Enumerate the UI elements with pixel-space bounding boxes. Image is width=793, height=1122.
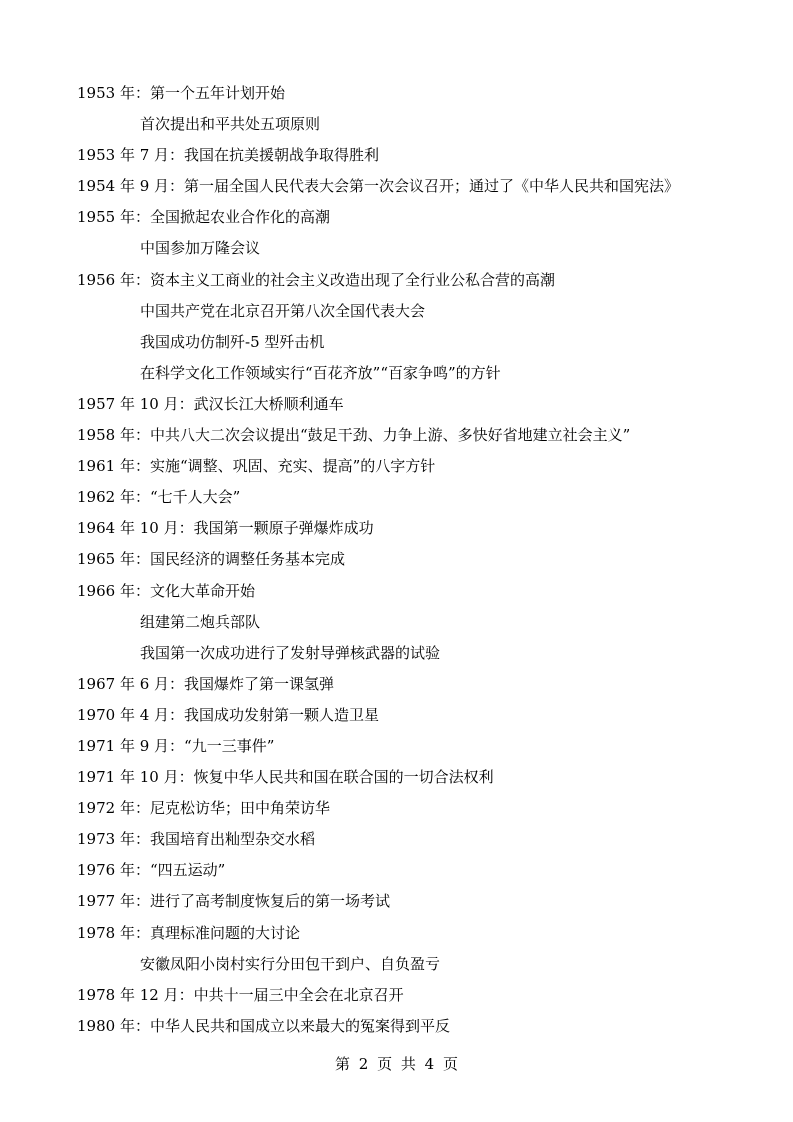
timeline-entry: 1973 年：我国培育出籼型杂交水稻 (77, 830, 315, 849)
timeline-subentry: 我国第一次成功进行了发射导弹核武器的试验 (140, 643, 441, 662)
timeline-entry: 1953 年 7 月：我国在抗美援朝战争取得胜利 (77, 146, 380, 165)
timeline-entry: 1966 年：文化大革命开始 (77, 581, 255, 600)
timeline-entry: 1956 年：资本主义工商业的社会主义改造出现了全行业公私合营的高潮 (77, 270, 555, 289)
timeline-entry: 1958 年：中共八大二次会议提出“鼓足干劲、力争上游、多快好省地建立社会主义” (77, 426, 631, 445)
timeline-entry: 1955 年：全国掀起农业合作化的高潮 (77, 208, 330, 227)
timeline-entry: 1953 年：第一个五年计划开始 (77, 84, 285, 102)
timeline-entry: 1976 年：“四五运动” (77, 861, 226, 880)
timeline-subentry: 我国成功仿制歼-5 型歼击机 (140, 332, 325, 351)
timeline-entry: 1961 年：实施“调整、巩固、充实、提高”的八字方针 (77, 457, 436, 476)
timeline-entry: 1954 年 9 月：第一届全国人民代表大会第一次会议召开；通过了《中华人民共和国宪法》 (77, 177, 680, 196)
timeline-entry: 1971 年 9 月：“九一三事件” (77, 736, 275, 755)
timeline-entry: 1972 年：尼克松访华；田中角荣访华 (77, 799, 330, 818)
timeline-subentry: 安徽凤阳小岗村实行分田包干到户、自负盈亏 (140, 954, 441, 973)
timeline-entry: 1964 年 10 月：我国第一颗原子弹爆炸成功 (77, 519, 374, 538)
timeline-entry: 1957 年 10 月：武汉长江大桥顺利通车 (77, 394, 344, 413)
timeline-subentry: 在科学文化工作领域实行“百花齐放”“百家争鸣”的方针 (140, 363, 501, 382)
timeline-entry: 1971 年 10 月：恢复中华人民共和国在联合国的一切合法权利 (77, 768, 494, 787)
timeline-entry: 1978 年：真理标准问题的大讨论 (77, 923, 300, 942)
timeline-subentry: 中国参加万隆会议 (140, 239, 261, 258)
timeline-subentry: 首次提出和平共处五项原则 (140, 115, 321, 134)
timeline-entry: 1970 年 4 月：我国成功发射第一颗人造卫星 (77, 705, 380, 724)
timeline-entry: 1980 年：中华人民共和国成立以来最大的冤案得到平反 (77, 1016, 450, 1035)
timeline-subentry: 中国共产党在北京召开第八次全国代表大会 (140, 301, 426, 320)
page-number-footer: 第 2 页 共 4 页 (335, 1055, 458, 1073)
timeline-entry: 1962 年：“七千人大会” (77, 488, 241, 507)
timeline-entry: 1978 年 12 月：中共十一届三中全会在北京召开 (77, 985, 404, 1004)
timeline-entry: 1977 年：进行了高考制度恢复后的第一场考试 (77, 892, 390, 911)
timeline-entry: 1967 年 6 月：我国爆炸了第一课氢弹 (77, 674, 335, 693)
timeline-subentry: 组建第二炮兵部队 (140, 612, 261, 631)
timeline-entry: 1965 年：国民经济的调整任务基本完成 (77, 550, 345, 569)
timeline-list (77, 78, 757, 1042)
